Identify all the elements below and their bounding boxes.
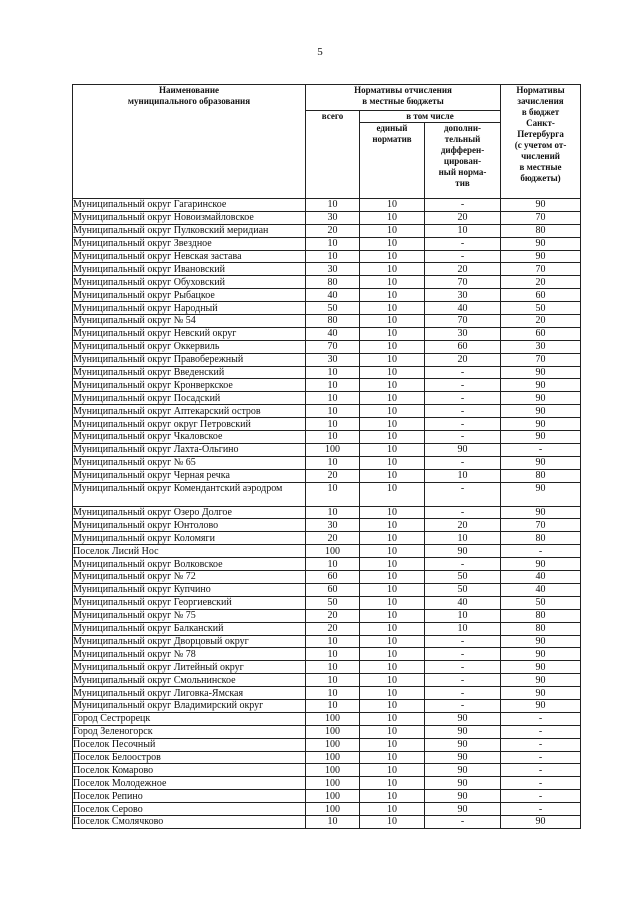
additional-norm-cell: 30: [425, 327, 501, 340]
total-cell: 10: [306, 482, 360, 506]
municipality-name-cell: Муниципальный округ Юнтолово: [73, 519, 306, 532]
total-cell: 10: [306, 674, 360, 687]
spb-norm-cell: 90: [501, 392, 581, 405]
municipality-name-cell: Город Сестрорецк: [73, 712, 306, 725]
additional-norm-cell: 20: [425, 263, 501, 276]
municipality-name-cell: Поселок Молодежное: [73, 777, 306, 790]
single-norm-cell: 10: [360, 635, 425, 648]
additional-norm-cell: 40: [425, 596, 501, 609]
municipality-name-cell: Поселок Репино: [73, 790, 306, 803]
table-row: [73, 482, 581, 506]
municipality-name-cell: Муниципальный округ № 78: [73, 648, 306, 661]
total-cell: 10: [306, 366, 360, 379]
municipality-name-cell: Муниципальный округ № 54: [73, 315, 306, 328]
single-norm-cell: 10: [360, 558, 425, 571]
spb-norm-cell: 80: [501, 622, 581, 635]
spb-norm-cell: -: [501, 751, 581, 764]
spb-norm-cell: 90: [501, 379, 581, 392]
spb-norm-cell: 90: [501, 506, 581, 519]
additional-norm-cell: 90: [425, 738, 501, 751]
additional-norm-cell: 90: [425, 443, 501, 456]
table-row: [73, 519, 581, 532]
municipality-name-cell: Муниципальный округ Кронверкское: [73, 379, 306, 392]
municipality-name-cell: Поселок Серово: [73, 803, 306, 816]
table-row: [73, 263, 581, 276]
total-cell: 10: [306, 648, 360, 661]
table-row: [73, 211, 581, 224]
municipality-name-cell: Муниципальный округ Гагаринское: [73, 199, 306, 212]
total-cell: 10: [306, 199, 360, 212]
total-cell: 10: [306, 379, 360, 392]
additional-norm-cell: 90: [425, 725, 501, 738]
spb-norm-cell: 90: [501, 558, 581, 571]
municipality-name-cell: Муниципальный округ Обуховский: [73, 276, 306, 289]
municipality-name-cell: Муниципальный округ округ Петровский: [73, 418, 306, 431]
municipality-name-cell: Поселок Смолячково: [73, 815, 306, 828]
additional-norm-cell: 60: [425, 340, 501, 353]
total-cell: 20: [306, 622, 360, 635]
single-norm-cell: 10: [360, 250, 425, 263]
spb-norm-cell: 70: [501, 519, 581, 532]
total-cell: 100: [306, 725, 360, 738]
table-row: [73, 405, 581, 418]
additional-norm-cell: 70: [425, 276, 501, 289]
single-norm-cell: 10: [360, 379, 425, 392]
total-cell: 10: [306, 418, 360, 431]
single-norm-cell: 10: [360, 712, 425, 725]
spb-norm-cell: -: [501, 777, 581, 790]
spb-norm-cell: 40: [501, 583, 581, 596]
total-cell: 30: [306, 211, 360, 224]
additional-norm-cell: -: [425, 506, 501, 519]
table-row: [73, 596, 581, 609]
single-norm-cell: 10: [360, 340, 425, 353]
table-row: [73, 699, 581, 712]
table-row: [73, 661, 581, 674]
additional-norm-cell: 20: [425, 519, 501, 532]
spb-norm-cell: -: [501, 545, 581, 558]
table-row: [73, 302, 581, 315]
total-cell: 80: [306, 276, 360, 289]
additional-norm-cell: -: [425, 815, 501, 828]
table-row: [73, 571, 581, 584]
additional-norm-cell: -: [425, 366, 501, 379]
single-norm-cell: 10: [360, 263, 425, 276]
additional-norm-cell: 70: [425, 315, 501, 328]
table-row: [73, 327, 581, 340]
municipality-name-cell: Муниципальный округ Пулковский меридиан: [73, 224, 306, 237]
single-norm-cell: 10: [360, 571, 425, 584]
municipality-name-cell: Муниципальный округ Аптекарский остров: [73, 405, 306, 418]
single-norm-cell: 10: [360, 443, 425, 456]
spb-norm-cell: 50: [501, 596, 581, 609]
municipality-name-cell: Поселок Комарово: [73, 764, 306, 777]
single-norm-cell: 10: [360, 596, 425, 609]
table-row: [73, 431, 581, 444]
spb-norm-cell: 80: [501, 224, 581, 237]
table-row: [73, 558, 581, 571]
spb-norm-cell: 20: [501, 315, 581, 328]
page-number: 5: [317, 46, 323, 58]
spb-norm-cell: -: [501, 803, 581, 816]
municipality-name-cell: Поселок Белоостров: [73, 751, 306, 764]
single-norm-cell: 10: [360, 353, 425, 366]
total-cell: 60: [306, 571, 360, 584]
municipality-name-cell: Муниципальный округ Коломяги: [73, 532, 306, 545]
single-norm-cell: 10: [360, 211, 425, 224]
municipality-name-cell: Муниципальный округ Комендантский аэродром: [73, 482, 306, 506]
municipality-name-cell: Муниципальный округ № 65: [73, 456, 306, 469]
spb-norm-cell: 90: [501, 366, 581, 379]
additional-norm-cell: 20: [425, 211, 501, 224]
additional-norm-cell: 10: [425, 224, 501, 237]
municipality-name-cell: Муниципальный округ Введенский: [73, 366, 306, 379]
table-body: [73, 199, 581, 829]
table-row: [73, 392, 581, 405]
municipality-name-cell: Поселок Песочный: [73, 738, 306, 751]
additional-norm-cell: -: [425, 661, 501, 674]
table-row: [73, 276, 581, 289]
total-cell: 10: [306, 250, 360, 263]
single-norm-cell: 10: [360, 648, 425, 661]
header-additional-norm: дополни- тельный дифферен- цирован- ный норма- тив: [425, 123, 501, 199]
total-cell: 100: [306, 751, 360, 764]
single-norm-cell: 10: [360, 315, 425, 328]
municipality-name-cell: Муниципальный округ Новоизмайловское: [73, 211, 306, 224]
total-cell: 10: [306, 635, 360, 648]
additional-norm-cell: 10: [425, 609, 501, 622]
additional-norm-cell: -: [425, 237, 501, 250]
table-row: [73, 443, 581, 456]
single-norm-cell: 10: [360, 764, 425, 777]
total-cell: 60: [306, 583, 360, 596]
table-row: [73, 353, 581, 366]
spb-norm-cell: 90: [501, 815, 581, 828]
municipality-name-cell: Муниципальный округ Литейный округ: [73, 661, 306, 674]
total-cell: 10: [306, 558, 360, 571]
single-norm-cell: 10: [360, 815, 425, 828]
total-cell: 10: [306, 815, 360, 828]
single-norm-cell: 10: [360, 609, 425, 622]
table-row: [73, 224, 581, 237]
municipality-name-cell: Муниципальный округ Правобережный: [73, 353, 306, 366]
spb-norm-cell: 90: [501, 648, 581, 661]
total-cell: 100: [306, 545, 360, 558]
additional-norm-cell: 50: [425, 571, 501, 584]
single-norm-cell: 10: [360, 674, 425, 687]
single-norm-cell: 10: [360, 661, 425, 674]
total-cell: 30: [306, 263, 360, 276]
additional-norm-cell: 90: [425, 751, 501, 764]
municipality-name-cell: Муниципальный округ № 72: [73, 571, 306, 584]
additional-norm-cell: -: [425, 418, 501, 431]
total-cell: 20: [306, 609, 360, 622]
additional-norm-cell: -: [425, 674, 501, 687]
table-row: [73, 815, 581, 828]
spb-norm-cell: 90: [501, 482, 581, 506]
single-norm-cell: 10: [360, 583, 425, 596]
single-norm-cell: 10: [360, 790, 425, 803]
table-row: [73, 674, 581, 687]
table-row: [73, 687, 581, 700]
additional-norm-cell: 90: [425, 545, 501, 558]
table-row: [73, 340, 581, 353]
additional-norm-cell: 40: [425, 302, 501, 315]
table-row: [73, 199, 581, 212]
additional-norm-cell: -: [425, 635, 501, 648]
spb-norm-cell: 50: [501, 302, 581, 315]
municipality-name-cell: Муниципальный округ Звездное: [73, 237, 306, 250]
total-cell: 100: [306, 443, 360, 456]
total-cell: 10: [306, 405, 360, 418]
total-cell: 20: [306, 469, 360, 482]
municipality-name-cell: Муниципальный округ Смольнинское: [73, 674, 306, 687]
table-row: [73, 712, 581, 725]
total-cell: 100: [306, 712, 360, 725]
total-cell: 10: [306, 392, 360, 405]
spb-norm-cell: -: [501, 790, 581, 803]
table-row: [73, 315, 581, 328]
spb-norm-cell: 90: [501, 687, 581, 700]
total-cell: 100: [306, 777, 360, 790]
spb-norm-cell: 80: [501, 532, 581, 545]
spb-norm-cell: 90: [501, 418, 581, 431]
additional-norm-cell: 90: [425, 712, 501, 725]
spb-norm-cell: 90: [501, 661, 581, 674]
total-cell: 10: [306, 661, 360, 674]
total-cell: 10: [306, 687, 360, 700]
additional-norm-cell: -: [425, 687, 501, 700]
spb-norm-cell: 80: [501, 469, 581, 482]
table-row: [73, 725, 581, 738]
total-cell: 100: [306, 764, 360, 777]
total-cell: 10: [306, 456, 360, 469]
table-row: [73, 237, 581, 250]
additional-norm-cell: -: [425, 379, 501, 392]
additional-norm-cell: -: [425, 405, 501, 418]
spb-norm-cell: 90: [501, 635, 581, 648]
total-cell: 30: [306, 353, 360, 366]
municipality-name-cell: Муниципальный округ Балканский: [73, 622, 306, 635]
total-cell: 40: [306, 327, 360, 340]
table-row: [73, 532, 581, 545]
table-row: [73, 418, 581, 431]
norms-table: [72, 84, 581, 829]
single-norm-cell: 10: [360, 699, 425, 712]
spb-norm-cell: 70: [501, 353, 581, 366]
table-row: [73, 622, 581, 635]
municipality-name-cell: Муниципальный округ Ивановский: [73, 263, 306, 276]
spb-norm-cell: -: [501, 712, 581, 725]
single-norm-cell: 10: [360, 506, 425, 519]
spb-norm-cell: -: [501, 725, 581, 738]
additional-norm-cell: -: [425, 199, 501, 212]
municipality-name-cell: Муниципальный округ Невский округ: [73, 327, 306, 340]
spb-norm-cell: 90: [501, 431, 581, 444]
total-cell: 10: [306, 699, 360, 712]
single-norm-cell: 10: [360, 456, 425, 469]
municipality-name-cell: Муниципальный округ Лахта-Ольгино: [73, 443, 306, 456]
spb-norm-cell: 90: [501, 405, 581, 418]
table-row: [73, 545, 581, 558]
additional-norm-cell: -: [425, 648, 501, 661]
municipality-name-cell: Муниципальный округ Рыбацкое: [73, 289, 306, 302]
municipality-name-cell: Поселок Лисий Нос: [73, 545, 306, 558]
spb-norm-cell: -: [501, 764, 581, 777]
municipality-name-cell: Муниципальный округ Озеро Долгое: [73, 506, 306, 519]
total-cell: 40: [306, 289, 360, 302]
header-single-norm: единый норматив: [360, 123, 425, 199]
single-norm-cell: 10: [360, 199, 425, 212]
table-row: [73, 751, 581, 764]
single-norm-cell: 10: [360, 519, 425, 532]
additional-norm-cell: -: [425, 392, 501, 405]
table-row: [73, 379, 581, 392]
header-including: в том числе: [360, 111, 501, 123]
single-norm-cell: 10: [360, 469, 425, 482]
total-cell: 100: [306, 803, 360, 816]
single-norm-cell: 10: [360, 482, 425, 506]
additional-norm-cell: -: [425, 558, 501, 571]
table-row: [73, 289, 581, 302]
total-cell: 10: [306, 237, 360, 250]
total-cell: 30: [306, 519, 360, 532]
additional-norm-cell: 30: [425, 289, 501, 302]
single-norm-cell: 10: [360, 289, 425, 302]
municipality-name-cell: Муниципальный округ Купчино: [73, 583, 306, 596]
spb-norm-cell: 30: [501, 340, 581, 353]
additional-norm-cell: 50: [425, 583, 501, 596]
spb-norm-cell: 90: [501, 699, 581, 712]
total-cell: 100: [306, 790, 360, 803]
additional-norm-cell: -: [425, 482, 501, 506]
additional-norm-cell: 90: [425, 777, 501, 790]
spb-norm-cell: -: [501, 738, 581, 751]
single-norm-cell: 10: [360, 622, 425, 635]
municipality-name-cell: Город Зеленогорск: [73, 725, 306, 738]
spb-norm-cell: 20: [501, 276, 581, 289]
single-norm-cell: 10: [360, 392, 425, 405]
spb-norm-cell: -: [501, 443, 581, 456]
municipality-name-cell: Муниципальный округ Дворцовый округ: [73, 635, 306, 648]
single-norm-cell: 10: [360, 418, 425, 431]
table-row: [73, 366, 581, 379]
municipality-name-cell: Муниципальный округ Георгиевский: [73, 596, 306, 609]
additional-norm-cell: 10: [425, 469, 501, 482]
additional-norm-cell: 90: [425, 803, 501, 816]
single-norm-cell: 10: [360, 237, 425, 250]
additional-norm-cell: -: [425, 699, 501, 712]
additional-norm-cell: 90: [425, 764, 501, 777]
table-row: [73, 609, 581, 622]
total-cell: 10: [306, 506, 360, 519]
municipality-name-cell: Муниципальный округ Невская застава: [73, 250, 306, 263]
table-row: [73, 648, 581, 661]
additional-norm-cell: 10: [425, 622, 501, 635]
single-norm-cell: 10: [360, 751, 425, 764]
municipality-name-cell: Муниципальный округ Народный: [73, 302, 306, 315]
header-total: всего: [306, 111, 360, 199]
spb-norm-cell: 40: [501, 571, 581, 584]
header-spb-budget-norms: Нормативы зачисления в бюджет Санкт- Петербурга (с учетом от- числений в местные бюджеты): [501, 85, 581, 199]
table-row: [73, 790, 581, 803]
table-row: [73, 764, 581, 777]
single-norm-cell: 10: [360, 803, 425, 816]
table-row: [73, 583, 581, 596]
additional-norm-cell: -: [425, 456, 501, 469]
table-row: [73, 635, 581, 648]
single-norm-cell: 10: [360, 302, 425, 315]
single-norm-cell: 10: [360, 366, 425, 379]
single-norm-cell: 10: [360, 687, 425, 700]
additional-norm-cell: 90: [425, 790, 501, 803]
municipality-name-cell: Муниципальный округ Лиговка-Ямская: [73, 687, 306, 700]
table-row: [73, 738, 581, 751]
municipality-name-cell: Муниципальный округ № 75: [73, 609, 306, 622]
total-cell: 70: [306, 340, 360, 353]
spb-norm-cell: 90: [501, 674, 581, 687]
additional-norm-cell: 20: [425, 353, 501, 366]
municipality-name-cell: Муниципальный округ Черная речка: [73, 469, 306, 482]
spb-norm-cell: 60: [501, 327, 581, 340]
single-norm-cell: 10: [360, 224, 425, 237]
single-norm-cell: 10: [360, 405, 425, 418]
total-cell: 80: [306, 315, 360, 328]
single-norm-cell: 10: [360, 725, 425, 738]
single-norm-cell: 10: [360, 777, 425, 790]
municipality-name-cell: Муниципальный округ Чкаловское: [73, 431, 306, 444]
header-local-budget-norms: Нормативы отчисления в местные бюджеты: [306, 85, 501, 111]
municipality-name-cell: Муниципальный округ Посадский: [73, 392, 306, 405]
spb-norm-cell: 60: [501, 289, 581, 302]
spb-norm-cell: 80: [501, 609, 581, 622]
additional-norm-cell: -: [425, 431, 501, 444]
table-row: [73, 506, 581, 519]
municipality-name-cell: Муниципальный округ Оккервиль: [73, 340, 306, 353]
table-row: [73, 469, 581, 482]
total-cell: 10: [306, 431, 360, 444]
single-norm-cell: 10: [360, 327, 425, 340]
single-norm-cell: 10: [360, 545, 425, 558]
spb-norm-cell: 90: [501, 199, 581, 212]
spb-norm-cell: 70: [501, 211, 581, 224]
single-norm-cell: 10: [360, 431, 425, 444]
total-cell: 50: [306, 302, 360, 315]
municipality-name-cell: Муниципальный округ Волковское: [73, 558, 306, 571]
spb-norm-cell: 90: [501, 250, 581, 263]
total-cell: 100: [306, 738, 360, 751]
single-norm-cell: 10: [360, 276, 425, 289]
total-cell: 20: [306, 532, 360, 545]
table-row: [73, 803, 581, 816]
additional-norm-cell: 10: [425, 532, 501, 545]
single-norm-cell: 10: [360, 738, 425, 751]
total-cell: 50: [306, 596, 360, 609]
table-row: [73, 456, 581, 469]
total-cell: 20: [306, 224, 360, 237]
header-municipality-name: Наименование муниципального образования: [73, 85, 306, 199]
table-row: [73, 250, 581, 263]
municipality-name-cell: Муниципальный округ Владимирский округ: [73, 699, 306, 712]
spb-norm-cell: 90: [501, 456, 581, 469]
table-row: [73, 777, 581, 790]
additional-norm-cell: -: [425, 250, 501, 263]
spb-norm-cell: 70: [501, 263, 581, 276]
single-norm-cell: 10: [360, 532, 425, 545]
spb-norm-cell: 90: [501, 237, 581, 250]
